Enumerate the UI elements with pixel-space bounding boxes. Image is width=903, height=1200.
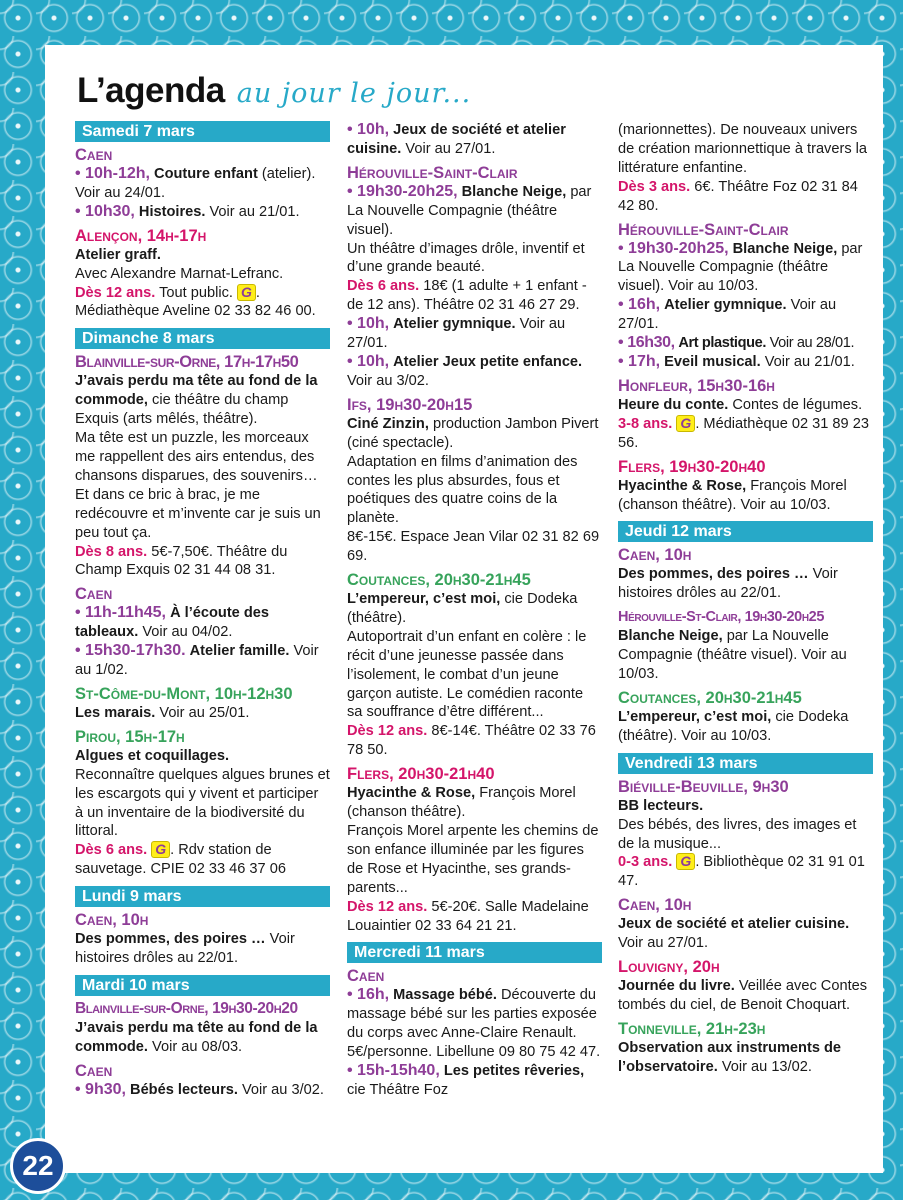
event-entry [75, 284, 330, 322]
event-description: Adaptation en films d’animation des contes les plus absurdes, fous et poétiques des quatre coins de la planète. [347, 453, 578, 527]
event-entry [347, 415, 602, 453]
venue-text: 8€-15€. Espace Jean Vilar 02 31 82 69 69. [347, 529, 600, 565]
event-entry [618, 396, 873, 415]
event-time: • 10h30, [75, 202, 135, 220]
venue-text: 5€-20€. Salle Madelaine Louaintier 02 33 64 21 21. [347, 898, 589, 934]
event-time: • 11h-11h45, [75, 604, 166, 622]
free-g-icon: G [676, 415, 695, 432]
event-title: Jeux de société et atelier cuisine. [618, 916, 850, 933]
event-text: (atelier). Voir au 24/01. [75, 166, 316, 201]
event-time: • 16h, [618, 296, 661, 314]
free-g-icon: G [151, 841, 170, 858]
event-text: Voir au 28/01. [769, 335, 855, 352]
event-entry [75, 930, 330, 968]
event-title: Journée du livre. [618, 978, 735, 995]
day-header-samedi: Samedi 7 mars [75, 121, 330, 142]
day-header-mardi: Mardi 10 mars [75, 975, 330, 996]
event-time: • 15h30-17h30. [75, 642, 186, 660]
event-title: Atelier famille. [189, 643, 290, 660]
event-entry [347, 353, 602, 391]
venue-text: . Rdv station de sauvetage. CPIE 02 33 46 37 06 [75, 842, 286, 878]
event-title: Bébés lecteurs. [130, 1081, 238, 1098]
event-time: • 16h, [347, 986, 390, 1004]
event-entry [618, 627, 873, 684]
event-text: Voir au 27/01. [405, 140, 496, 157]
event-time: • 10h, [347, 352, 390, 370]
page-title [77, 71, 471, 111]
event-title: L’empereur, c’est moi, [347, 591, 501, 608]
place-herouville: Hérouville-Saint-Clair [347, 163, 518, 182]
event-title: Eveil musical. [664, 353, 761, 370]
event-text: Veillée avec Contes tombés du ciel, de Benoit Choquart. [618, 978, 868, 1013]
event-entry [75, 165, 330, 203]
event-title: Hyacinthe & Rose, [618, 477, 747, 494]
event-entry [618, 334, 873, 353]
event-text: François Morel (chanson théâtre). Voir au 10/03. [618, 477, 847, 513]
event-title: BB lecteurs. [618, 797, 704, 814]
event-title: L’empereur, c’est moi, [618, 708, 772, 725]
event-text: Voir au 3/02. [347, 372, 429, 389]
event-text: Contes de légumes. [732, 396, 863, 413]
event-entry [347, 315, 602, 353]
event-text: Voir au 13/02. [721, 1058, 812, 1075]
place-tonneville: Tonneville, 21h-23h [618, 1019, 766, 1038]
event-title: Des pommes, des poires … [618, 566, 809, 583]
event-title: Les petites rêveries, [443, 1063, 585, 1080]
place-coutances: Coutances, 20h30-21h45 [618, 688, 802, 707]
event-title: Heure du conte. [618, 396, 729, 413]
event-text: cie Dodeka (théâtre). [347, 591, 578, 626]
event-time: • 9h30, [75, 1080, 126, 1098]
place-flers: Flers, 19h30-20h40 [618, 457, 766, 476]
event-title: Observation aux instruments de l’observatoire. [618, 1039, 842, 1075]
place-alencon: Alençon, 14h-17h [75, 226, 207, 245]
place-louvigny: Louvigny, 20h [618, 958, 720, 977]
event-entry [75, 704, 330, 723]
place-coutances: Coutances, 20h30-21h45 [347, 571, 531, 590]
event-description: Ma tête est un puzzle, les morceaux me rappellent des airs entendus, des chansons disparues, des souvenirs… Et dans ce bric à brac, je me redécouvre et m’invente car je suis un peu tout ça. [75, 430, 321, 541]
age-label: Dès 12 ans. [347, 898, 428, 915]
page-number-badge: 22 [10, 1138, 66, 1194]
event-text: Avec Alexandre Marnat-Lefranc. [75, 265, 284, 282]
event-entry [75, 1081, 330, 1100]
title-script: au jour le jour... [236, 78, 472, 109]
event-text: cie Dodeka (théâtre). Voir au 10/03. [618, 708, 849, 744]
place-blainville: Blainville-sur-Orne, 17h-17h50 [75, 353, 299, 372]
event-text: Voir au 3/02. [241, 1081, 324, 1098]
free-g-icon: G [676, 853, 695, 870]
place-bieville: Biéville-Beuville, 9h30 [618, 777, 789, 796]
event-text: François Morel (chanson théâtre). [347, 785, 576, 821]
place-honfleur: Honfleur, 15h30-16h [618, 376, 775, 395]
event-title: Atelier gymnique. [393, 316, 516, 333]
event-entry [618, 477, 873, 515]
event-title: Atelier gymnique. [664, 297, 787, 314]
event-entry [347, 722, 602, 760]
place-caen: Caen, 10h [618, 896, 692, 915]
event-entry [618, 415, 873, 453]
event-title: À l’écoute des tableaux. [75, 605, 270, 641]
agenda-column-1 [75, 121, 330, 1100]
event-title: Les marais. [75, 704, 156, 721]
event-entry [618, 296, 873, 334]
event-text: Voir au 27/01. [618, 297, 837, 333]
place-flers: Flers, 20h30-21h40 [347, 765, 495, 784]
event-text: Voir au 25/01. [159, 704, 250, 721]
event-time: • 19h30-20h25, [618, 239, 729, 257]
title-main: L’agenda [77, 71, 225, 110]
event-text: Voir au 27/01. [618, 935, 709, 952]
event-entry [618, 565, 873, 603]
event-title: Jeux de société et atelier cuisine. [347, 122, 566, 157]
event-entry [618, 353, 873, 372]
event-time: • 17h, [618, 352, 661, 370]
event-text: Voir au 1/02. [75, 643, 319, 679]
place-caen: Caen [75, 585, 113, 604]
event-entry [75, 372, 330, 429]
event-text: Voir histoires drôles au 22/01. [618, 566, 838, 602]
event-text: cie théâtre du champ Exquis (arts mêlés, théâtre). [75, 392, 289, 428]
event-text: Découverte du massage bébé sur les parties exposée du corps avec Anne-Claire Renault. 5€/personne. Libellune 09 80 75 42 47. [347, 987, 601, 1061]
event-time: • 19h30-20h25, [347, 182, 458, 200]
age-label: 0-3 ans. [618, 854, 673, 871]
venue-text: . Médiathèque Aveline 02 33 82 46 00. [75, 284, 316, 320]
place-pirou: Pirou, 15h-17h [75, 727, 185, 746]
event-title: Ciné Zinzin, [347, 415, 429, 432]
event-entry [75, 841, 330, 879]
place-herouville: Hérouville-St-Clair, 19h30-20h25 [618, 609, 824, 626]
venue-text: . Médiathèque 02 31 89 23 56. [618, 415, 869, 451]
event-title: Blanche Neige, [618, 628, 723, 645]
event-title: Massage bébé. [393, 987, 497, 1004]
event-text: production Jambon Pivert (ciné spectacle). [347, 415, 599, 451]
event-entry [347, 986, 602, 1062]
place-herouville: Hérouville-Saint-Clair [618, 220, 789, 239]
event-text: cie Théâtre Foz [347, 1081, 449, 1098]
event-entry [618, 178, 873, 216]
event-time: • 10h, [347, 315, 390, 333]
age-label: Dès 12 ans. [347, 723, 428, 740]
event-entry [347, 277, 602, 315]
venue-text: . Bibliothèque 02 31 91 01 47. [618, 854, 865, 890]
event-title: Des pommes, des poires … [75, 931, 266, 948]
event-time: • 15h-15h40, [347, 1062, 440, 1080]
event-title: Histoires. [138, 203, 206, 220]
age-label: Dès 6 ans. [347, 278, 420, 295]
age-label: Dès 12 ans. [75, 284, 156, 301]
day-header-vendredi: Vendredi 13 mars [618, 753, 873, 774]
event-text: Voir au 21/01. [209, 203, 300, 220]
place-caen: Caen, 10h [618, 546, 692, 565]
day-header-lundi: Lundi 9 mars [75, 886, 330, 907]
event-text: Tout public. [159, 284, 233, 301]
event-description: Des bébés, des livres, des images et de la musique... [618, 816, 857, 852]
event-entry [347, 784, 602, 822]
venue-text: 6€. Théâtre Foz 02 31 84 42 80. [618, 178, 858, 214]
event-entry [618, 708, 873, 746]
event-title: Blanche Neige, [461, 183, 567, 200]
day-header-jeudi: Jeudi 12 mars [618, 521, 873, 542]
event-title: Art plastique. [678, 335, 766, 352]
event-time: • 10h-12h, [75, 165, 150, 182]
event-entry [75, 604, 330, 642]
event-entry [75, 642, 330, 680]
venue-text: 18€ (1 adulte + 1 enfant - de 12 ans). Théâtre 02 31 46 27 29. [347, 278, 587, 314]
agenda-column-2 [347, 121, 602, 1100]
event-title: Couture enfant [154, 166, 258, 182]
event-entry [347, 121, 602, 159]
event-entry [347, 898, 602, 936]
event-title: Atelier Jeux petite enfance. [393, 353, 583, 370]
event-time: • 16h30, [618, 334, 675, 352]
event-entry [347, 590, 602, 628]
event-entry [347, 183, 602, 240]
day-header-mercredi: Mercredi 11 mars [347, 942, 602, 963]
event-entry [618, 853, 873, 891]
event-text: Voir au 27/01. [347, 316, 566, 352]
age-label: Dès 6 ans. [75, 842, 148, 859]
place-caen: Caen, 10h [75, 911, 149, 930]
agenda-column-3 [618, 121, 873, 1077]
place-caen: Caen [75, 146, 113, 164]
event-title: Blanche Neige, [732, 240, 838, 257]
event-entry [618, 977, 873, 1015]
venue-text: 5€-7,50€. Théâtre du Champ Exquis 02 31 44 08 31. [75, 543, 288, 579]
event-title: J’avais perdu ma tête au fond de la commode, [75, 373, 318, 409]
venue-text: 8€-14€. Théâtre 02 33 76 78 50. [347, 723, 596, 759]
event-text: Voir au 04/02. [142, 624, 233, 641]
place-caen: Caen [75, 1061, 113, 1080]
event-text: par La Nouvelle Compagnie (théâtre visuel). [347, 183, 592, 238]
event-description: Reconnaître quelques algues brunes et les escargots qui y vivent et participer à un inventaire de la biodiversité du littoral. [75, 766, 330, 840]
event-description: François Morel arpente les chemins de son enfance illuminée par les figures de Rose et Hyacinthe, ses grands-parents... [347, 823, 599, 896]
event-entry [75, 1019, 330, 1057]
day-header-dimanche: Dimanche 8 mars [75, 328, 330, 349]
event-entry [618, 915, 873, 953]
event-text: par La Nouvelle Compagnie (théâtre visuel). Voir au 10/03. [618, 628, 847, 683]
event-title: Algues et coquillages. [75, 747, 230, 764]
age-label: 3-8 ans. [618, 415, 673, 432]
event-entry [75, 543, 330, 581]
event-time: • 10h, [347, 121, 390, 138]
event-description: Un théâtre d’images drôle, inventif et d’une grande beauté. [347, 240, 585, 276]
event-entry [75, 203, 330, 222]
event-description: (marionnettes). De nouveaux univers de création marionnettique à travers la littérature enfantine. [618, 122, 868, 176]
place-blainville: Blainville-sur-Orne, 19h30-20h20 [75, 1000, 298, 1017]
event-text: Voir histoires drôles au 22/01. [75, 931, 295, 967]
event-text: par La Nouvelle Compagnie (théâtre visuel). Voir au 10/03. [618, 240, 863, 295]
event-title: J’avais perdu ma tête au fond de la commode. [75, 1020, 318, 1055]
place-caen: Caen [347, 967, 385, 986]
event-description: Autoportrait d’un enfant en colère : le récit d’une jeunesse passée dans l’isolement, le combat d’un jeune garçon autiste. Le comédien raconte sa souffrance d’être différent... [347, 628, 587, 721]
place-ifs: Ifs, 19h30-20h15 [347, 395, 473, 414]
page-panel [45, 45, 883, 1173]
free-g-icon: G [237, 284, 256, 301]
event-text: Voir au 21/01. [764, 353, 855, 370]
place-st-come: St-Côme-du-Mont, 10h-12h30 [75, 684, 293, 703]
event-entry [618, 1039, 873, 1077]
event-entry [347, 1062, 602, 1100]
age-label: Dès 8 ans. [75, 543, 148, 560]
event-text: Voir au 08/03. [152, 1038, 243, 1055]
event-entry [618, 240, 873, 297]
event-title: Atelier graff. [75, 246, 161, 263]
age-label: Dès 3 ans. [618, 178, 691, 195]
event-title: Hyacinthe & Rose, [347, 785, 476, 802]
